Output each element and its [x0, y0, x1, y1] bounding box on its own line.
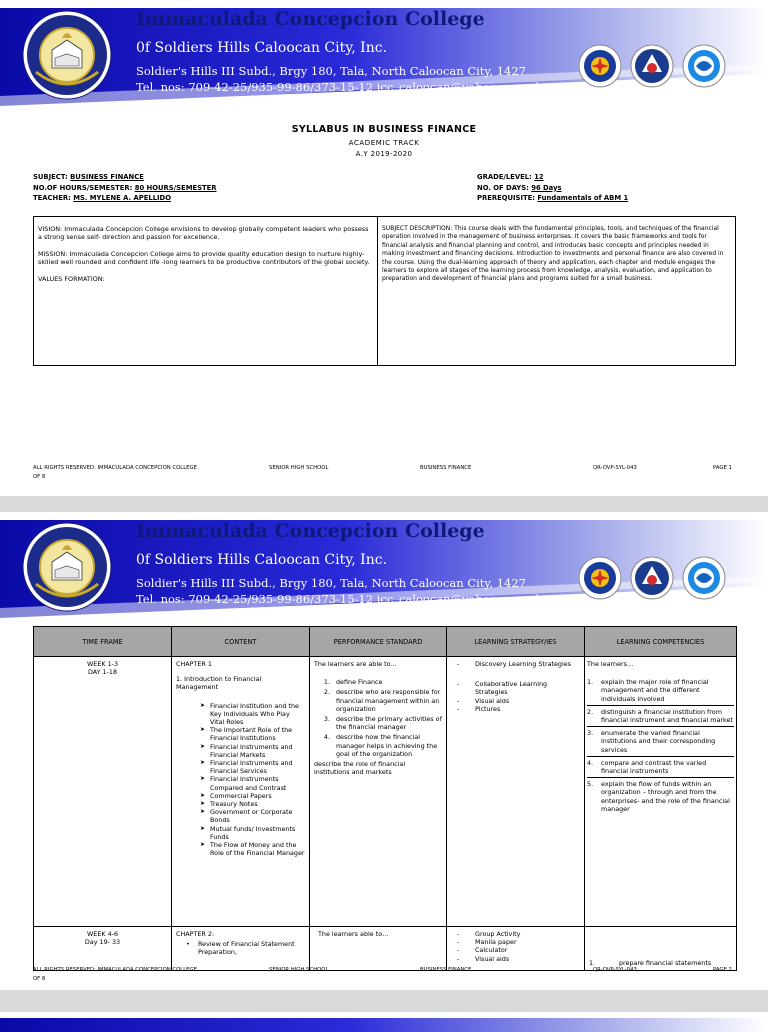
- table-row: [34, 927, 737, 971]
- depd-seal-icon: [578, 556, 622, 600]
- chapter-label: CHAPTER 1: [176, 660, 212, 668]
- list-item: • Review of Financial Statement Preparation,: [186, 940, 305, 956]
- header-content: CONTENT: [172, 627, 310, 657]
- mission-text: MISSION: Immaculada Concepcion College aims to provide quality education design to nurture highly-skilled well rounded and confident life -long learners to be productive contributors of the global society.: [38, 249, 370, 267]
- strategy-cell: [447, 927, 585, 971]
- performance-cell: [310, 657, 447, 927]
- list-item: 1. define Finance: [332, 678, 442, 686]
- depd-seal-icon: [578, 44, 622, 88]
- teacher-value: MS. MYLENE A. APELLIDO: [73, 194, 171, 202]
- footer-subject: BUSINESS FINANCE: [420, 465, 472, 471]
- footer-page: PAGE 1: [713, 465, 732, 471]
- performance-cell: [310, 927, 447, 971]
- deped-seal-icon: [630, 44, 674, 88]
- week-label: WEEK 4-6: [86, 930, 119, 938]
- content-list: [186, 940, 305, 956]
- prereq-label: PREREQUISITE:: [477, 194, 535, 202]
- time-frame-cell: [34, 927, 172, 971]
- day-label: DAY 1-18: [87, 668, 118, 677]
- college-address: Soldier's Hills III Subd., Brgy 180, Tala, North Caloocan City, 1427: [136, 64, 526, 78]
- college-subtitle: 0f Soldiers Hills Caloocan City, Inc.: [136, 552, 388, 568]
- day-label: Day 19- 33: [84, 938, 121, 947]
- footer-of: OF 8: [33, 976, 46, 982]
- college-contact: Tel. nos: 709-42-25/935-99-86/373-15-12 icc_caloocan@yahoo.com.ph: [136, 592, 543, 606]
- list-item: ➤ Financial Instruments Compared and Contrast: [200, 775, 305, 791]
- list-item: 3. describe the primary activities of the financial manager: [332, 715, 442, 731]
- header-band: [0, 1012, 768, 1032]
- content-list: [200, 702, 305, 858]
- competency-text: enumerate the varied financial institutions and their corresponding services: [601, 729, 716, 754]
- list-item: - Visual aids: [457, 697, 580, 705]
- content-cell: [172, 657, 310, 927]
- college-seal-icon: [22, 10, 112, 100]
- header-performance-standard: PERFORMANCE STANDARD: [310, 627, 447, 657]
- strategy-cell: [447, 657, 585, 927]
- college-contact: Tel. nos: 709-42-25/935-99-86/373-15-12 icc_caloocan@yahoo.com.ph: [136, 80, 543, 94]
- document-page-2: [0, 512, 768, 990]
- list-item: - Group Activity: [457, 930, 580, 938]
- competencies-cell: [585, 927, 737, 971]
- header-time-frame: TIME FRAME: [34, 627, 172, 657]
- syllabus-title: SYLLABUS IN BUSINESS FINANCE: [291, 124, 477, 135]
- performance-intro: The learners are able to…: [314, 660, 397, 668]
- footer-subject: BUSINESS FINANCE: [420, 967, 472, 973]
- hours-value: 80 HOURS/SEMESTER: [134, 183, 217, 192]
- competency-number: 1.: [587, 678, 594, 687]
- college-name: Immaculada Concepcion College: [136, 520, 485, 542]
- list-item: - Calculator: [457, 946, 580, 954]
- competency-text: explain the flow of funds within an organization – through and from the enterprises- and the role of the financial manager: [601, 780, 730, 813]
- competencies-intro: The learners…: [587, 660, 634, 668]
- teacher-label: TEACHER:: [33, 194, 71, 202]
- list-item: - Collaborative Learning Strategies: [457, 680, 580, 696]
- list-item: ➤ Financial Instruments and Financial Markets: [200, 743, 305, 759]
- strategy-list: [457, 930, 580, 963]
- grade-value: 12: [534, 173, 544, 181]
- list-item: ➤ Financial Instruments and Financial Services: [200, 759, 305, 775]
- values-formation: VALUES FORMATION:: [38, 274, 105, 283]
- grade-label: GRADE/LEVEL:: [477, 173, 532, 181]
- deped-seal-icon: [630, 556, 674, 600]
- competency-item: [589, 959, 732, 967]
- list-item: ➤ The Important Role of the Financial Institutions: [200, 726, 305, 742]
- academic-track: ACADEMIC TRACK: [348, 139, 420, 147]
- days-value: 96 Days: [531, 183, 562, 192]
- footer-page: PAGE 2: [713, 967, 732, 973]
- list-item: 4. describe how the financial manager helps in achieving the goal of the organization: [332, 733, 442, 758]
- week-label: WEEK 1-3: [86, 660, 119, 668]
- subject-description: SUBJECT DESCRIPTION: This course deals with the fundamental principles, tools, and techniques of the financial operation involved in the management of business enterprises. It covers the basic frameworks and tools for financial analysis and financial planning and control, and introduces basic concepts and principles needed in making investment and financing decisions. Introduction to investments and personal finance are also covered in the course. Using the dual-learning approach of theory and application, each chapter and module engages the learners to explore all stages of the learning process from knowledge, analysis, evaluation, and application to preparation and development of financial plans and programs suited for a small business.: [382, 225, 724, 283]
- vision-mission-box: [33, 216, 736, 366]
- performance-intro: The learners able to…: [318, 930, 389, 938]
- list-item: ➤ Treasury Notes: [200, 800, 305, 808]
- footer-school: SENIOR HIGH SCHOOL: [269, 967, 329, 973]
- header-learning-strategy: LEARNING STRATEGY/IES: [447, 627, 585, 657]
- footer-of: OF 8: [33, 474, 46, 480]
- subject-description-column: [378, 217, 735, 365]
- subject-label: SUBJECT:: [33, 173, 68, 181]
- document-page-1: [0, 0, 768, 496]
- vision-mission-column: [34, 217, 378, 365]
- competency-number: 5.: [587, 780, 594, 789]
- vision-text: VISION: Immaculada Concepcion College envisions to develop globally competent leaders who possess a strong sense self- direction and passion for excellence.: [38, 225, 369, 242]
- performance-extra: describe the role of financial institutions and markets: [314, 760, 406, 777]
- chapter-label: CHAPTER 2:: [176, 930, 215, 938]
- competency-item: [587, 727, 734, 757]
- footer-school: SENIOR HIGH SCHOOL: [269, 465, 329, 471]
- competency-item: [587, 676, 734, 706]
- subject-value: BUSINESS FINANCE: [70, 173, 144, 181]
- competencies-cell: [585, 657, 737, 927]
- college-subtitle: 0f Soldiers Hills Caloocan City, Inc.: [136, 40, 388, 56]
- page-header: [0, 512, 768, 620]
- prereq-value: Fundamentals of ABM 1: [537, 194, 629, 202]
- partner-logos: [578, 44, 726, 88]
- footer-code: QR-OVP-SYL-043: [593, 967, 637, 973]
- list-item: ➤ The Flow of Money and the Role of the Financial Manager: [200, 841, 305, 857]
- list-item: ➤ Mutual funds/ Investments Funds: [200, 825, 305, 841]
- list-item: - Pictures: [457, 705, 580, 713]
- competency-number: 4.: [587, 758, 594, 767]
- course-info-left: [33, 172, 217, 204]
- footer-rights: ALL RIGHTS RESERVED: IMMACULADA CONCEPCION COLLEGE: [33, 967, 197, 973]
- header-learning-competencies: LEARNING COMPETENCIES: [585, 627, 737, 657]
- footer-code: QR-OVP-SYL-043: [593, 465, 637, 471]
- table-header-row: [34, 627, 737, 657]
- competency-text: compare and contrast the varied financial instruments: [601, 758, 707, 776]
- days-label: NO. OF DAYS:: [477, 183, 529, 192]
- syllabus-table: [33, 626, 737, 971]
- time-frame-cell: [34, 657, 172, 927]
- topic-label: 1. Introduction to Financial Management: [176, 675, 262, 692]
- list-item: ➤ Financial Institution and the Key Individuals Who Play Vital Roles: [200, 702, 305, 727]
- competency-number: 1.: [589, 958, 596, 967]
- table-row: [34, 657, 737, 927]
- hours-label: NO.OF HOURS/SEMESTER:: [33, 183, 133, 192]
- college-address: Soldier's Hills III Subd., Brgy 180, Tala, North Caloocan City, 1427: [136, 576, 526, 590]
- competency-item: [587, 778, 734, 815]
- document-page-3: [0, 1012, 768, 1032]
- partner-logos: [578, 556, 726, 600]
- list-item: - Visual aids: [457, 955, 580, 963]
- competency-text: prepare financial statements: [619, 958, 712, 967]
- college-name: Immaculada Concepcion College: [136, 8, 485, 30]
- competency-text: distinguish a financial institution from financial instrument and financial market: [601, 707, 733, 725]
- performance-list: [332, 678, 442, 758]
- competency-item: [587, 757, 734, 778]
- content-cell: [172, 927, 310, 971]
- college-seal-icon: [22, 522, 112, 612]
- footer-rights: ALL RIGHTS RESERVED: IMMACULADA CONCEPCION COLLEGE: [33, 465, 197, 471]
- list-item: - Manila paper: [457, 938, 580, 946]
- list-item: ➤ Government or Corporate Bonds: [200, 808, 305, 824]
- competency-number: 3.: [587, 729, 594, 738]
- strategy-list: [457, 660, 580, 713]
- list-item: - Discovery Learning Strategies: [457, 660, 580, 668]
- page-header: [0, 0, 768, 108]
- academic-year: A.Y 2019-2020: [355, 150, 413, 158]
- list-item: ➤ Commercial Papers: [200, 792, 305, 800]
- list-item: 2. describe who are responsible for financial management within an organization: [332, 688, 442, 713]
- competency-item: [587, 706, 734, 727]
- competency-number: 2.: [587, 707, 594, 716]
- competency-text: explain the major role of financial management and the different individuals involved: [601, 678, 709, 703]
- isc-logo-icon: [682, 44, 726, 88]
- course-info-right: [477, 172, 628, 204]
- isc-logo-icon: [682, 556, 726, 600]
